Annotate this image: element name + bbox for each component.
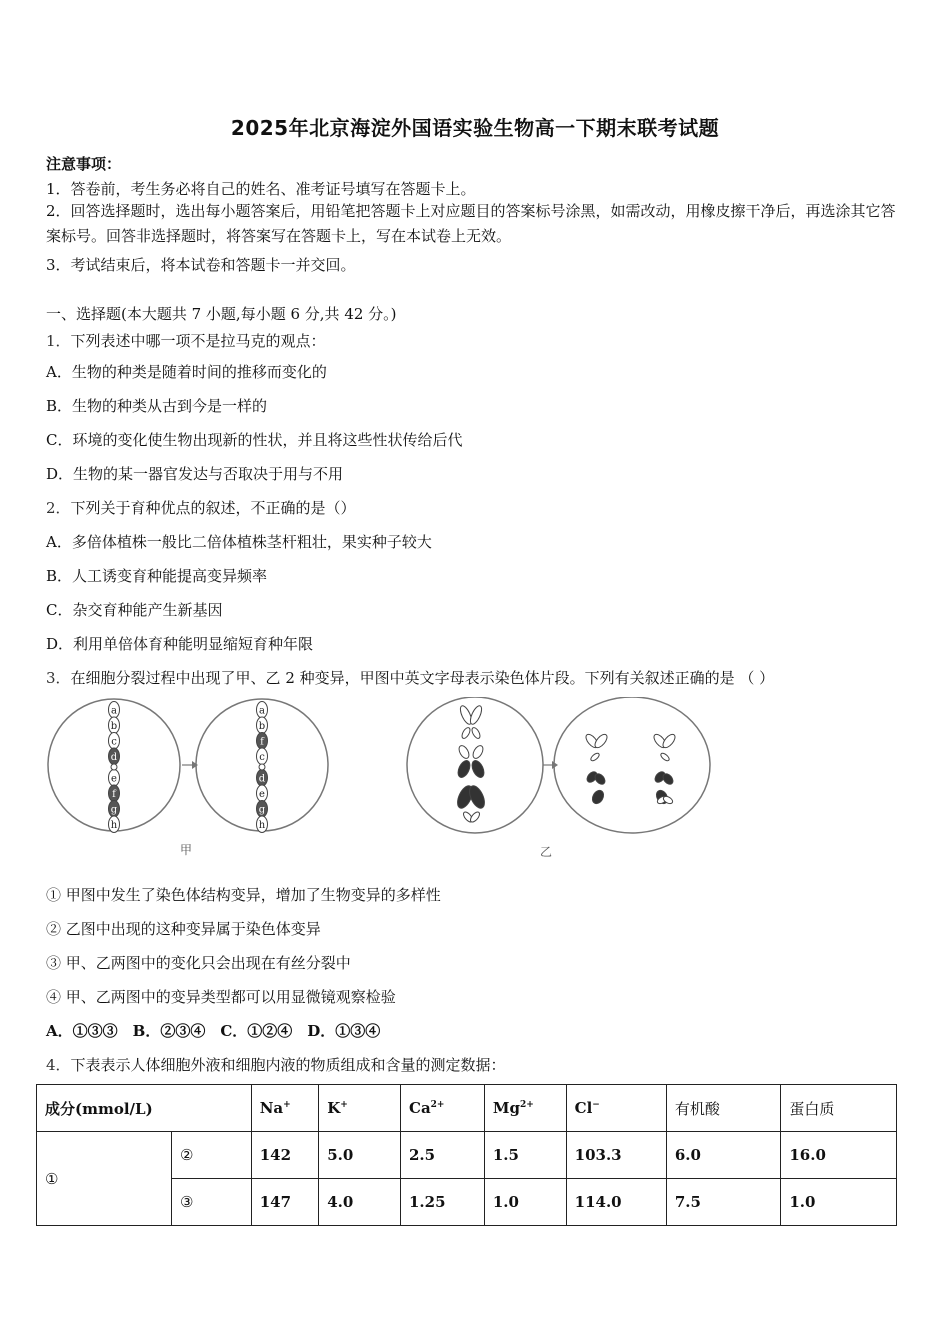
- table-row: [37, 1132, 897, 1179]
- q3-stem-text: 在细胞分裂过程中出现了甲、乙 2 种变异，甲图中英文字母表示染色体片段。下列有关叙述正确的是 （ ）: [70, 669, 775, 687]
- chromosome-segment-label: a: [259, 705, 265, 717]
- table-cell: 2.5: [401, 1132, 485, 1179]
- header-base: Na: [259, 1099, 284, 1117]
- notice-item-3: 3．考试结束后，将本试卷和答题卡一并交回。: [46, 256, 356, 274]
- label-yi: 乙: [540, 845, 553, 859]
- page-title: 2025年北京海淀外国语实验生物高一下期末联考试题: [230, 116, 720, 140]
- table-cell: 103.3: [566, 1132, 666, 1179]
- chromosome-segment-label: b: [110, 720, 118, 732]
- header-cell: [251, 1085, 318, 1132]
- table-cell: 147: [251, 1179, 318, 1226]
- q3-stem: [46, 667, 774, 688]
- q4-stem: [46, 1054, 506, 1075]
- chromosome-segment-label: f: [260, 736, 264, 748]
- label-jia: 甲: [180, 843, 193, 857]
- table-header-row: [37, 1085, 897, 1132]
- q3-statement-2: ② 乙图中出现的这种变异属于染色体变异: [46, 920, 321, 938]
- q1-option-a: A．生物的种类是随着时间的推移而变化的: [46, 363, 327, 381]
- q2-stem-text: 下列关于育种优点的叙述，不正确的是（）: [70, 499, 356, 517]
- yi-left-chromosomes: [454, 704, 487, 823]
- row-label: ③: [171, 1179, 251, 1226]
- chromosome-segment-label: e: [259, 788, 265, 800]
- q4-stem-text: 下表表示人体细胞外液和细胞内液的物质组成和含量的测定数据：: [70, 1056, 506, 1074]
- table-cell: 16.0: [781, 1132, 897, 1179]
- header-cell: [401, 1085, 485, 1132]
- notice-item-1: 1．答卷前，考生务必将自己的姓名、准考证号填写在答题卡上。: [46, 180, 476, 198]
- chromosome-segment-label: d: [110, 751, 118, 763]
- header-cell: 有机酸: [666, 1085, 781, 1132]
- chromosome-segment-label: g: [110, 804, 118, 816]
- header-sup: −: [592, 1100, 600, 1110]
- chromosome-segment-label: g: [258, 804, 266, 816]
- table-cell: 4.0: [319, 1179, 401, 1226]
- jia-chromosome-left: [109, 702, 120, 833]
- header-base: Cl: [574, 1099, 593, 1117]
- centromere: [111, 764, 117, 770]
- table-cell: 7.5: [666, 1179, 781, 1226]
- table-cell: 114.0: [566, 1179, 666, 1226]
- q3-statement-3: ③ 甲、乙两图中的变化只会出现在有丝分裂中: [46, 954, 351, 972]
- jia-arrow-head: [192, 761, 198, 769]
- q2-option-b: B．人工诱变育种能提高变异频率: [46, 567, 268, 585]
- table-cell: 6.0: [666, 1132, 781, 1179]
- table-cell: 5.0: [319, 1132, 401, 1179]
- row-label: ②: [171, 1132, 251, 1179]
- q4-table: [36, 1084, 897, 1226]
- chromosome-segment-label: e: [111, 773, 117, 785]
- notice-item-2: 2．回答选择题时，选出每小题答案后，用铅笔把答题卡上对应题目的答案标号涂黑，如需改动，用橡皮擦干净后，再选涂其它答案标号。回答非选择题时，将答案写在答题卡上，写在本试卷上无效。: [46, 202, 896, 245]
- chromosome-segment-label: a: [111, 705, 117, 717]
- header-sup: 2+: [519, 1100, 534, 1110]
- chromosome-segment-label: h: [258, 819, 266, 831]
- q2-option-c: C．杂交育种能产生新基因: [46, 601, 223, 619]
- yi-arrow-head: [552, 761, 558, 769]
- chromosome-segment-label: f: [112, 788, 116, 800]
- chromosome-segment-label: c: [259, 751, 265, 763]
- q3-options: A．①③③ B．②③④ C．①②④ D．①③④: [46, 1022, 381, 1040]
- header-base: Ca: [409, 1099, 431, 1117]
- table-cell: 142: [251, 1132, 318, 1179]
- chromosome-segment-label: c: [111, 736, 117, 748]
- chromosome-segment-label: h: [110, 819, 118, 831]
- q2-option-d: D．利用单倍体育种能明显缩短育种年限: [46, 635, 314, 653]
- q2-number: 2．: [46, 499, 71, 517]
- yi-right-chromosomes: [584, 732, 677, 805]
- chromosome-segment-label: d: [258, 773, 266, 785]
- q3-statement-1: ① 甲图中发生了染色体结构变异，增加了生物变异的多样性: [46, 886, 441, 904]
- q2-stem: [46, 497, 356, 518]
- header-cell: 蛋白质: [781, 1085, 897, 1132]
- header-cell: [566, 1085, 666, 1132]
- table-cell: 1.25: [401, 1179, 485, 1226]
- centromere: [259, 764, 265, 770]
- header-base: Mg: [492, 1099, 520, 1117]
- jia-chromosome-right: [257, 702, 268, 833]
- header-cell: [484, 1085, 566, 1132]
- chromosome-segment-label: b: [258, 720, 266, 732]
- table-cell: 1.0: [781, 1179, 897, 1226]
- group-label: ①: [37, 1132, 172, 1226]
- notice-heading: 注意事项：: [46, 155, 122, 173]
- q3-number: 3．: [46, 669, 71, 687]
- yi-cell-right: [554, 697, 710, 833]
- header-sup: +: [283, 1100, 291, 1110]
- section-heading: 一、选择题(本大题共 7 小题,每小题 6 分,共 42 分。): [46, 305, 397, 323]
- q3-figure: [42, 697, 722, 862]
- table-cell: 1.5: [484, 1132, 566, 1179]
- q2-option-a: A．多倍体植株一般比二倍体植株茎杆粗壮，果实种子较大: [46, 533, 432, 551]
- header-base: K: [327, 1099, 341, 1117]
- q1-stem: [46, 330, 326, 351]
- header-sup: 2+: [430, 1100, 445, 1110]
- table-cell: 1.0: [484, 1179, 566, 1226]
- q1-option-b: B．生物的种类从古到今是一样的: [46, 397, 268, 415]
- q1-stem-text: 下列表述中哪一项不是拉马克的观点：: [70, 332, 326, 350]
- header-label: 成分(mmol/L): [37, 1085, 252, 1132]
- q4-number: 4．: [46, 1056, 71, 1074]
- q1-number: 1．: [46, 332, 71, 350]
- q3-statement-4: ④ 甲、乙两图中的变异类型都可以用显微镜观察检验: [46, 988, 396, 1006]
- q1-option-d: D．生物的某一器官发达与否取决于用与不用: [46, 465, 344, 483]
- header-cell: [319, 1085, 401, 1132]
- q1-option-c: C．环境的变化使生物出现新的性状，并且将这些性状传给后代: [46, 431, 463, 449]
- header-sup: +: [340, 1100, 348, 1110]
